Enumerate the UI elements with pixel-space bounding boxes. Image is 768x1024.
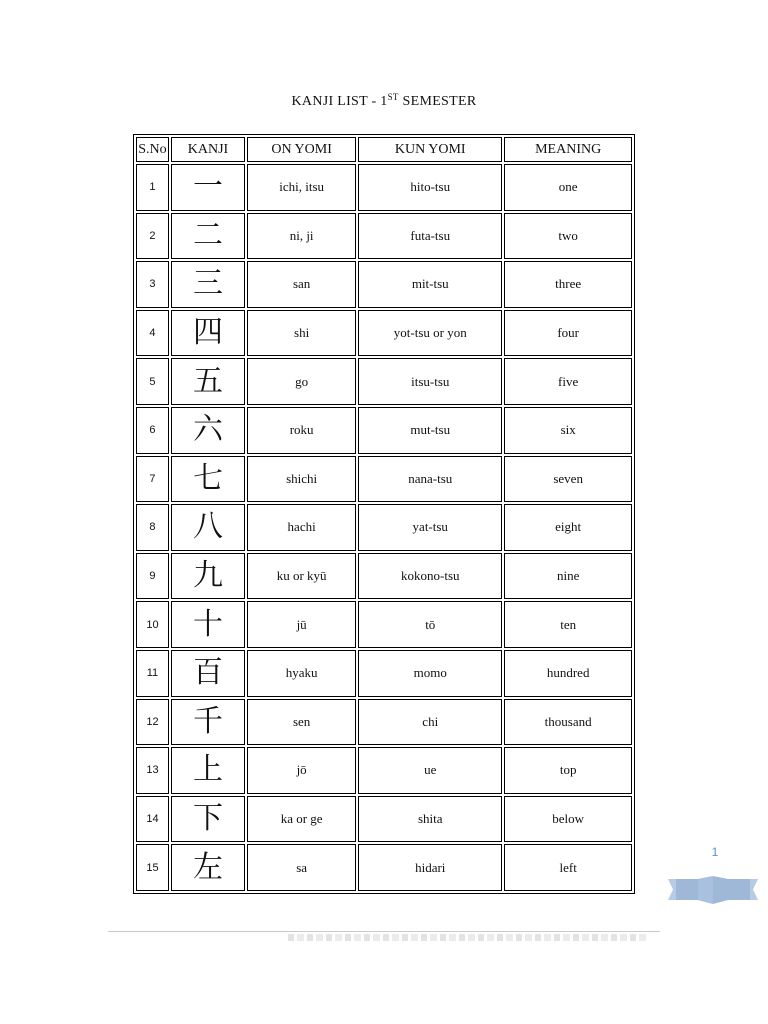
table-row <box>136 358 632 405</box>
cell-meaning: thousand <box>504 699 632 746</box>
footer-faded-text <box>288 934 648 941</box>
cell-on-yomi: hachi <box>247 504 356 551</box>
cell-kanji: 九 <box>171 553 245 600</box>
cell-sno: 1 <box>136 164 169 211</box>
cell-kun-yomi: chi <box>358 699 502 746</box>
cell-meaning: one <box>504 164 632 211</box>
header-sno: S.No <box>136 137 169 162</box>
table-row <box>136 504 632 551</box>
cell-kun-yomi: shita <box>358 796 502 843</box>
header-meaning: MEANING <box>504 137 632 162</box>
cell-kanji: 四 <box>171 310 245 357</box>
cell-kanji: 十 <box>171 601 245 648</box>
table-row <box>136 407 632 454</box>
table-header-row <box>136 137 632 162</box>
title-main: KANJI LIST - 1 <box>291 94 388 109</box>
cell-kanji: 千 <box>171 699 245 746</box>
kanji-table <box>133 134 635 894</box>
cell-on-yomi: jō <box>247 747 356 794</box>
cell-meaning: below <box>504 796 632 843</box>
cell-on-yomi: hyaku <box>247 650 356 697</box>
table-row <box>136 699 632 746</box>
cell-kanji: 一 <box>171 164 245 211</box>
cell-on-yomi: jū <box>247 601 356 648</box>
cell-kanji: 上 <box>171 747 245 794</box>
cell-kanji: 二 <box>171 213 245 260</box>
cell-sno: 3 <box>136 261 169 308</box>
cell-kun-yomi: yot-tsu or yon <box>358 310 502 357</box>
cell-kanji: 左 <box>171 844 245 891</box>
header-kun-yomi: KUN YOMI <box>358 137 502 162</box>
cell-kun-yomi: tō <box>358 601 502 648</box>
table-row <box>136 747 632 794</box>
cell-meaning: seven <box>504 456 632 503</box>
document-title <box>0 92 768 110</box>
cell-sno: 8 <box>136 504 169 551</box>
cell-on-yomi: ichi, itsu <box>247 164 356 211</box>
cell-kun-yomi: nana-tsu <box>358 456 502 503</box>
page-number: 1 <box>711 845 719 859</box>
cell-kanji: 六 <box>171 407 245 454</box>
cell-on-yomi: roku <box>247 407 356 454</box>
table-row <box>136 261 632 308</box>
cell-kanji: 七 <box>171 456 245 503</box>
cell-on-yomi: ni, ji <box>247 213 356 260</box>
table-row <box>136 844 632 891</box>
cell-kun-yomi: hito-tsu <box>358 164 502 211</box>
cell-on-yomi: ku or kyū <box>247 553 356 600</box>
cell-sno: 6 <box>136 407 169 454</box>
title-superscript: ST <box>387 92 399 102</box>
title-rest: SEMESTER <box>398 94 477 109</box>
header-on-yomi: ON YOMI <box>247 137 356 162</box>
cell-kanji: 三 <box>171 261 245 308</box>
cell-kun-yomi: mut-tsu <box>358 407 502 454</box>
cell-on-yomi: sa <box>247 844 356 891</box>
cell-kanji: 五 <box>171 358 245 405</box>
cell-on-yomi: shi <box>247 310 356 357</box>
cell-sno: 2 <box>136 213 169 260</box>
cell-meaning: eight <box>504 504 632 551</box>
cell-kanji: 八 <box>171 504 245 551</box>
cell-kanji: 下 <box>171 796 245 843</box>
cell-meaning: four <box>504 310 632 357</box>
table-row <box>136 601 632 648</box>
cell-meaning: six <box>504 407 632 454</box>
table-row <box>136 650 632 697</box>
cell-meaning: ten <box>504 601 632 648</box>
cell-meaning: two <box>504 213 632 260</box>
cell-meaning: five <box>504 358 632 405</box>
table-row <box>136 796 632 843</box>
cell-sno: 11 <box>136 650 169 697</box>
cell-sno: 12 <box>136 699 169 746</box>
cell-sno: 14 <box>136 796 169 843</box>
cell-kun-yomi: yat-tsu <box>358 504 502 551</box>
header-kanji: KANJI <box>171 137 245 162</box>
cell-sno: 7 <box>136 456 169 503</box>
cell-on-yomi: shichi <box>247 456 356 503</box>
cell-kun-yomi: kokono-tsu <box>358 553 502 600</box>
cell-on-yomi: san <box>247 261 356 308</box>
cell-kun-yomi: ue <box>358 747 502 794</box>
table-row <box>136 310 632 357</box>
cell-kun-yomi: momo <box>358 650 502 697</box>
cell-meaning: hundred <box>504 650 632 697</box>
cell-kun-yomi: futa-tsu <box>358 213 502 260</box>
cell-kun-yomi: hidari <box>358 844 502 891</box>
table-row <box>136 553 632 600</box>
table-row <box>136 456 632 503</box>
cell-sno: 4 <box>136 310 169 357</box>
cell-meaning: nine <box>504 553 632 600</box>
page-ribbon-graphic <box>668 876 758 904</box>
cell-meaning: three <box>504 261 632 308</box>
cell-on-yomi: ka or ge <box>247 796 356 843</box>
cell-on-yomi: go <box>247 358 356 405</box>
footer-rule <box>108 931 660 932</box>
cell-on-yomi: sen <box>247 699 356 746</box>
cell-sno: 9 <box>136 553 169 600</box>
table-row <box>136 213 632 260</box>
table-row <box>136 164 632 211</box>
cell-kanji: 百 <box>171 650 245 697</box>
cell-kun-yomi: itsu-tsu <box>358 358 502 405</box>
cell-sno: 13 <box>136 747 169 794</box>
cell-kun-yomi: mit-tsu <box>358 261 502 308</box>
cell-sno: 10 <box>136 601 169 648</box>
table-body <box>136 164 632 891</box>
cell-sno: 5 <box>136 358 169 405</box>
cell-meaning: left <box>504 844 632 891</box>
cell-sno: 15 <box>136 844 169 891</box>
cell-meaning: top <box>504 747 632 794</box>
